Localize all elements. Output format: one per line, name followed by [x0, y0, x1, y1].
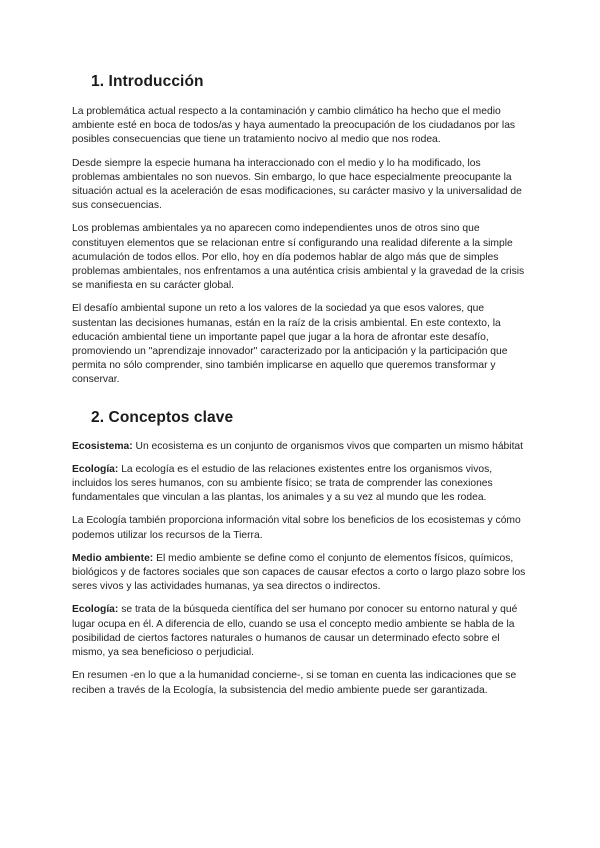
resumen-paragraph: En resumen -en lo que a la humanidad concierne-, si se toman en cuenta las indicaciones que se reciben a través de la Ecología, la subsistencia del medio ambiente puede ser garantizada.	[72, 670, 517, 696]
intro-paragraph-4: El desafío ambiental supone un reto a los valores de la sociedad ya que esos valores, que sustentan las decisiones humanas, están en la raíz de la crisis ambiental. En este contexto, la educación ambiental tiene un importante papel que jugar a la hora de afrontar este desafío, promoviendo un "aprendizaje innovador" caracterizado por la anticipación y la participación que permita no sólo comprender, sino también implicarse en aquello que queremos transformar y conservar.	[72, 303, 508, 386]
definition-text-ecologia: La ecología es el estudio de las relaciones existentes entre los organismos vivos, incluidos los seres humanos, con su ambiente físico; se trata de comprender las conexiones fundamentales que vinculan a las plantas, los animales y a su vez al mundo que les rodea.	[72, 463, 493, 504]
definition-text-ecologia-2: se trata de la búsqueda científica del ser humano por conocer su entorno natural y qué lugar ocupa en él. A diferencia de ello, cuando se usa el concepto medio ambiente se habla de la posibilidad de ciertos factores naturales o humanos de causar un determinado efecto sobre el mismo, ya sea beneficioso o perjudicial.	[72, 604, 518, 659]
ecologia-info-paragraph: La Ecología también proporciona información vital sobre los beneficios de los ecosistemas y cómo podemos utilizar los recursos de la Tierra.	[72, 515, 521, 541]
definition-ecologia-2	[72, 603, 530, 660]
intro-paragraph-1: La problemática actual respecto a la contaminación y cambio climático ha hecho que el medio ambiente esté en boca de todos/as y haya aumentado la preocupación de los ciudadanos por las posibles consecuencias que tiene un tratamiento nocivo al medio que nos rodea.	[72, 106, 516, 146]
definition-text-medio-ambiente: El medio ambiente se define como el conjunto de elementos físicos, químicos, biológicos y de factores sociales que son capaces de causar efectos a corto o largo plazo sobre los seres vivos y las actividades humanas, ya sea directos o indirectos.	[72, 552, 526, 593]
term-ecosistema: Ecosistema:	[72, 440, 133, 452]
document-content	[72, 72, 530, 707]
definition-ecosistema	[72, 440, 530, 454]
term-medio-ambiente: Medio ambiente:	[72, 552, 154, 564]
section-title-introduccion: 1. Introducción	[91, 73, 204, 90]
intro-paragraph-3: Los problemas ambientales ya no aparecen como independientes unos de otros sino que constituyen elementos que se relacionan entre sí configurando una realidad diferente a la simple acumulación de todos ellos. Por ello, hoy en día podemos hablar de algo más que de simples problemas ambientales, nos enfrentamos a una auténtica crisis ambiental y la gravedad de la crisis se manifiesta en su carácter global.	[72, 223, 525, 292]
term-ecologia-2: Ecología:	[72, 604, 119, 616]
definition-medio-ambiente	[72, 552, 530, 595]
definition-text-ecosistema: Un ecosistema es un conjunto de organismos vivos que comparten un mismo hábitat	[132, 440, 524, 452]
section-title-conceptos: 2. Conceptos clave	[91, 408, 234, 426]
definition-ecologia	[72, 463, 530, 506]
term-ecologia: Ecología:	[72, 463, 119, 475]
intro-paragraph-2: Desde siempre la especie humana ha interaccionado con el medio y lo ha modificado, los problemas ambientales no son nuevos. Sin embargo, lo que hace especialmente preocupante la situación actual es la aceleración de esas modificaciones, su carácter masivo y la universalidad de sus consecuencias.	[72, 157, 522, 212]
